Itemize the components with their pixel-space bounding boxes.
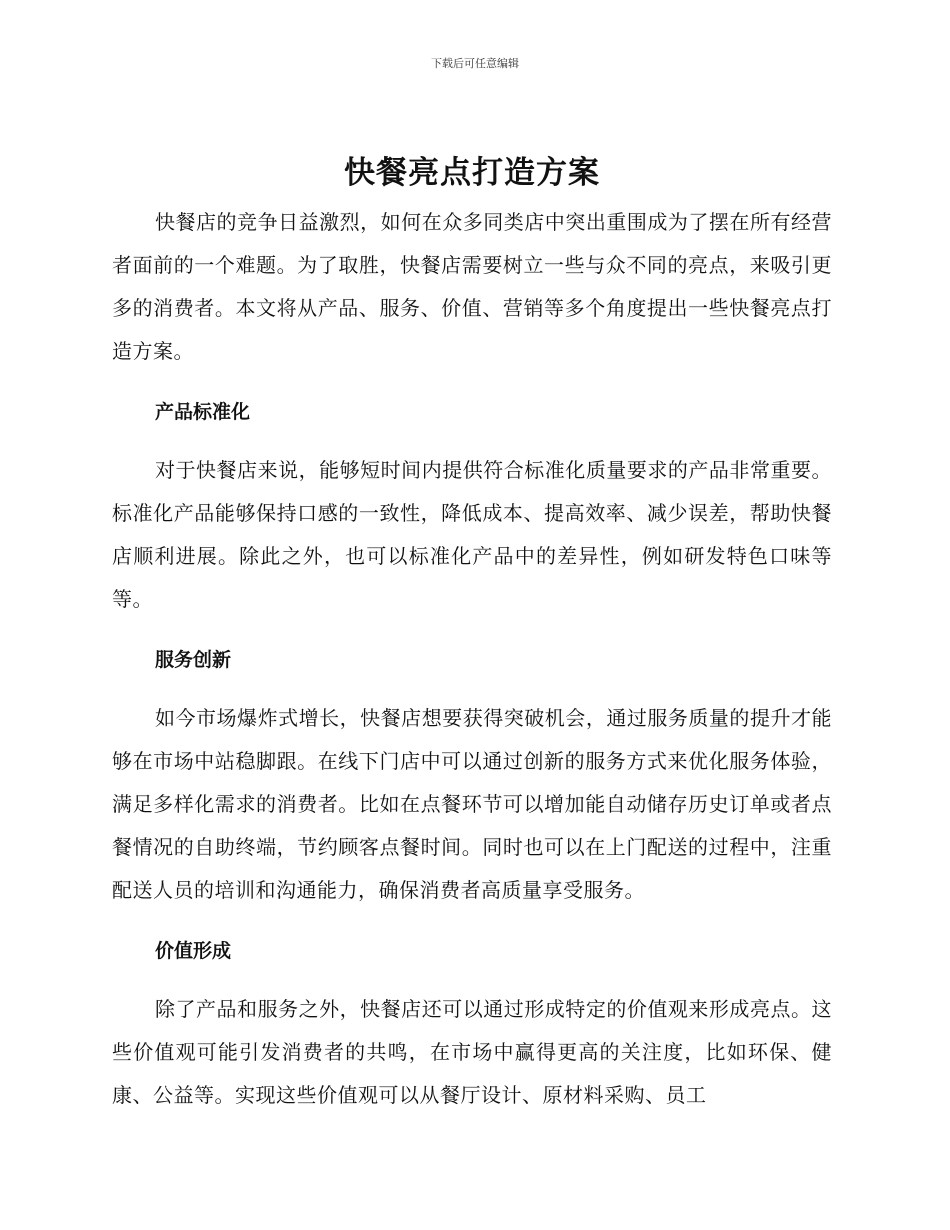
intro-paragraph: 快餐店的竞争日益激烈，如何在众多同类店中突出重围成为了摆在所有经营者面前的一个难题。为了取胜，快餐店需要树立一些与众不同的亮点，来吸引更多的消费者。本文将从产品、服务、价值、营销等多个角度提出一些快餐亮点打造方案。 [112, 210, 832, 363]
page-header-note: 下载后可任意编辑 [431, 57, 519, 70]
section-body-product-standardization: 对于快餐店来说，能够短时间内提供符合标准化质量要求的产品非常重要。标准化产品能够保持口感的一致性，降低成本、提高效率、减少误差，帮助快餐店顺利进展。除此之外，也可以标准化产品中的差异性，例如研发特色口味等等。 [112, 458, 832, 611]
section-body-value-formation: 除了产品和服务之外，快餐店还可以通过形成特定的价值观来形成亮点。这些价值观可能引发消费者的共鸣，在市场中赢得更高的关注度，比如环保、健康、公益等。实现这些价值观可以从餐厅设计、原材料采购、员工 [112, 997, 832, 1107]
section-heading-value-formation: 价值形成 [155, 940, 232, 962]
section-heading-product-standardization: 产品标准化 [155, 401, 251, 423]
section-heading-service-innovation: 服务创新 [155, 649, 232, 671]
document-title: 快餐亮点打造方案 [344, 155, 600, 191]
document-body [112, 145, 832, 1117]
section-body-service-innovation: 如今市场爆炸式增长，快餐店想要获得突破机会，通过服务质量的提升才能够在市场中站稳脚跟。在线下门店中可以通过创新的服务方式来优化服务体验，满足多样化需求的消费者。比如在点餐环节可以增加能自动储存历史订单或者点餐情况的自助终端，节约顾客点餐时间。同时也可以在上门配送的过程中，注重配送人员的培训和沟通能力，确保消费者高质量享受服务。 [112, 706, 832, 902]
